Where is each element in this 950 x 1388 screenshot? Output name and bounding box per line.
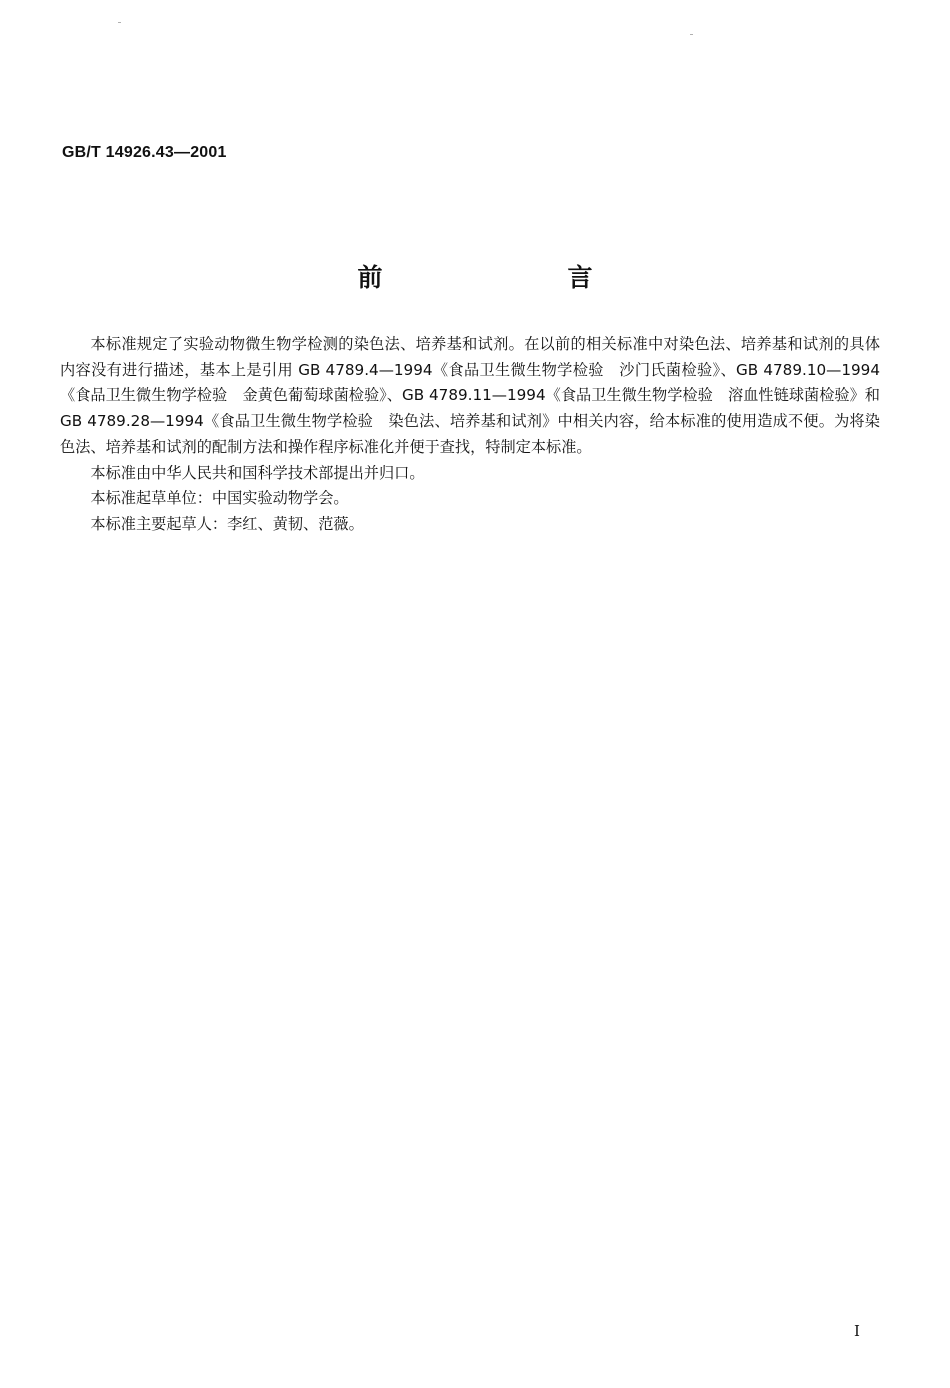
scan-speck — [690, 34, 693, 35]
scan-speck — [118, 22, 121, 23]
page-title: 前 言 — [357, 263, 673, 292]
preface-body — [60, 332, 880, 538]
preface-paragraph: 本标准起草单位：中国实验动物学会。 — [90, 489, 349, 508]
preface-paragraph: 本标准主要起草人：李红、黄韧、范薇。 — [90, 514, 364, 533]
preface-paragraph: 本标准规定了实验动物微生物学检测的染色法、培养基和试剂。在以前的相关标准中对染色法、培养基和试剂的具体内容没有进行描述，基本上是引用 GB 4789.4—1994《食品卫生微生物学检验 沙门氏菌检验》、GB 4789.10—1994《食品卫生微生物学检验 金黄色葡萄球菌检验》、GB 4789.11—1994《食品卫生微生物学检验 溶血性链球菌检验》和 GB 4789.28—1994《食品卫生微生物学检验 染色法、培养基和试剂》中相关内容，给本标准的使用造成不便。为将染色法、培养基和试剂的配制方法和操作程序标准化并便于查找，特制定本标准。 — [60, 335, 880, 456]
page-number: I — [854, 1322, 860, 1340]
preface-paragraph: 本标准由中华人民共和国科学技术部提出并归口。 — [90, 463, 425, 482]
standard-code: GB/T 14926.43—2001 — [62, 144, 227, 161]
